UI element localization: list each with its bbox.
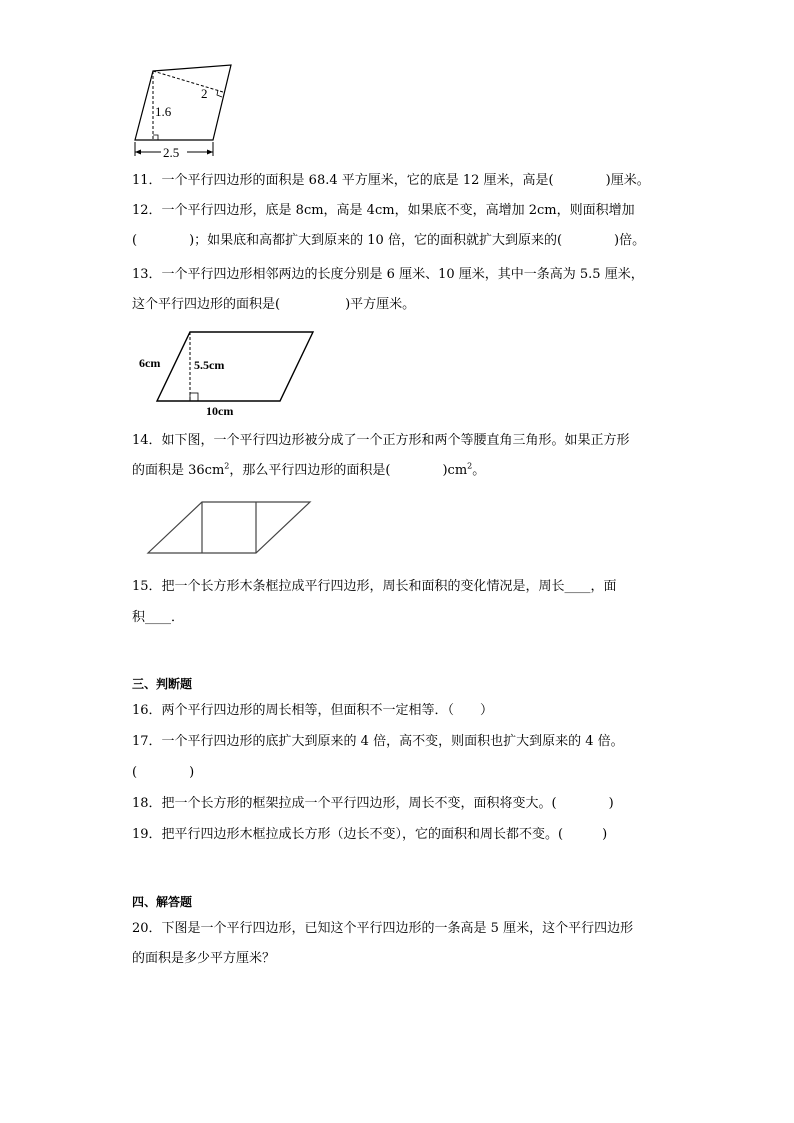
side-label: 6cm: [139, 356, 161, 370]
side-height-dashed-line: [153, 71, 223, 92]
q14-text-b: ，那么平行四边形的面积是( )cm: [229, 463, 468, 478]
base-label: 10cm: [206, 404, 234, 418]
question-15-line2: 积____．: [132, 610, 185, 625]
question-17-line1: 17．一个平行四边形的底扩大到原来的 4 倍，高不变，则面积也扩大到原来的 4 倍。: [132, 734, 624, 749]
parallelogram-shape: [157, 332, 313, 401]
question-17-line2: ( ): [132, 765, 195, 780]
right-angle-mark: [153, 135, 158, 140]
question-13-line1: 13．一个平行四边形相邻两边的长度分别是 6 厘米、10 厘米，其中一条高为 5.5 厘米，: [132, 267, 644, 282]
base-label: 2.5: [163, 145, 180, 160]
question-18: 18．把一个长方形的框架拉成一个平行四边形，周长不变，面积将变大。( ): [132, 796, 614, 811]
question-14-line2: [132, 462, 672, 480]
parallelogram-shape: [135, 65, 231, 140]
parallelogram-figure-q13: [135, 325, 325, 420]
question-13-line2: 这个平行四边形的面积是( )平方厘米。: [132, 297, 416, 312]
section-4-title: 四、解答题: [132, 895, 193, 909]
arrow-left: [135, 150, 141, 155]
q14-superscript-b: 2: [467, 461, 473, 471]
question-20-line1: 20．下图是一个平行四边形，已知这个平行四边形的一条高是 5 厘米，这个平行四边形: [132, 921, 634, 936]
question-15-line1: 15．把一个长方形木条框拉成平行四边形，周长和面积的变化情况是，周长____，面: [132, 579, 617, 594]
q14-superscript-a: 2: [224, 461, 230, 471]
height-label: 1.6: [155, 104, 172, 119]
right-angle-mark: [190, 393, 198, 401]
q14-text-c: 。: [472, 463, 486, 478]
question-14-line1: 14．如下图，一个平行四边形被分成了一个正方形和两个等腰直角三角形。如果正方形: [132, 433, 630, 448]
parallelogram-square-figure-q14: [148, 500, 313, 556]
question-19: 19．把平行四边形木框拉成长方形（边长不变），它的面积和周长都不变。( ): [132, 827, 608, 842]
parallelogram-figure-q10: [125, 55, 245, 165]
parallelogram-shape: [148, 502, 310, 553]
question-11: 11．一个平行四边形的面积是 68.4 平方厘米，它的底是 12 厘米，高是( )厘米。: [132, 173, 650, 188]
question-12-line1: 12．一个平行四边形，底是 8cm，高是 4cm，如果底不变，高增加 2cm，则面积增加: [132, 203, 635, 218]
side-height-label: 2: [201, 86, 208, 101]
section-3-title: 三、判断题: [132, 677, 193, 691]
height-label: 5.5cm: [194, 358, 225, 372]
question-16: 16．两个平行四边形的周长相等，但面积不一定相等．（ ）: [132, 703, 494, 718]
arrow-right: [207, 150, 213, 155]
question-12-line2: ( )；如果底和高都扩大到原来的 10 倍，它的面积就扩大到原来的( )倍。: [132, 233, 646, 248]
question-20-line2: 的面积是多少平方厘米？: [132, 951, 276, 966]
q14-text-a: 的面积是 36cm: [132, 463, 225, 478]
